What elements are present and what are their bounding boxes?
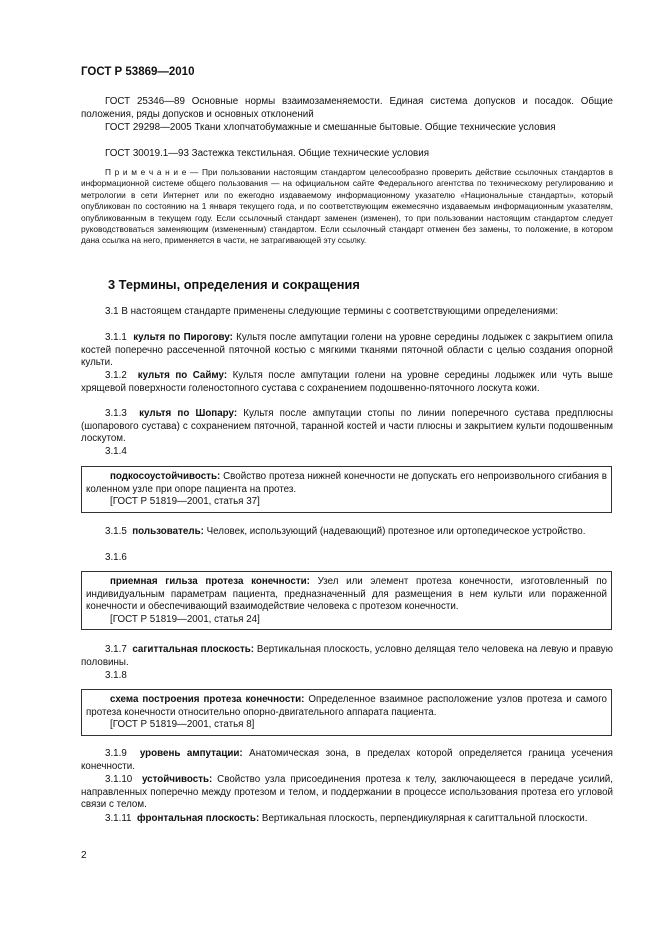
term-definition: Анатомическая зона, в пределах которой определяется граница усечения конечности. [81,748,613,772]
term-3-1-1 [81,332,613,370]
term-3-1-2 [81,370,613,395]
source-reference: [ГОСТ Р 51819—2001, статья 8] [110,719,255,731]
term-number: 3.1.3 [105,408,127,419]
term-name: приемная гильза протеза конечности: [110,576,310,587]
term-number: 3.1.2 [105,370,127,381]
term-name: пользователь: [132,526,204,537]
source-reference: [ГОСТ Р 51819—2001, статья 24] [110,613,260,625]
term-definition: Культя после ампутации стопы по линии поперечного сустава предплюсны (шопарового сустава) с сохранением пяточной, таранной костей и части плюсны и закрытием культи подошвенным лоскутом. [81,408,613,445]
term-number: 3.1.9 [105,748,127,759]
term-number: 3.1.1 [105,332,127,343]
term-name: культя по Сайму: [137,370,228,381]
reference-entry: ГОСТ 30019.1—93 Застежка текстильная. Общие технические условия [105,148,430,159]
reference-entry: ГОСТ 29298—2005 Ткани хлопчатобумажные и смешанные бытовые. Общие технические условия [105,122,556,133]
definition-box-3-1-4 [81,466,612,513]
term-number-line: 3.1.4 [105,446,127,457]
term-name: уровень ампутации: [139,748,243,759]
reference-entry: ГОСТ 25346—89 Основные нормы взаимозаменяемости. Единая система допусков и посадок. Общие положения, ряды допусков и основных отклонений [81,96,613,120]
page-number: 2 [81,850,87,861]
definition-box-3-1-8 [81,689,612,736]
term-definition: Свойство узла присоединения протеза к телу, заключающееся в передаче усилий, направленных поперечно между протезом и телом, и поддержании в процессе использования протеза его угловой связи с телом. [81,774,613,811]
term-name: фронтальная плоскость: [136,813,260,824]
term-3-1-7 [81,644,613,669]
term-definition: Культя после ампутации голени на уровне середины лодыжек с закрытием опила костей поперечно рассеченной пяточной костью с мягкими тканями пяточной области с целью создания опорной культи. [81,332,614,369]
term-number-line: 3.1.8 [105,670,127,681]
term-name: культя по Шопару: [139,408,238,419]
term-3-1-3 [81,408,613,446]
term-definition: Вертикальная плоскость, условно делящая тело человека на левую и правую половины. [81,644,613,668]
term-3-1-10 [81,774,613,812]
source-reference: [ГОСТ Р 51819—2001, статья 37] [110,496,260,508]
term-number: 3.1.11 [105,813,132,824]
section-title: 3 Термины, определения и сокращения [108,277,360,292]
term-number: 3.1.10 [105,774,133,785]
term-definition: Узел или элемент протеза конечности, изготовленный по индивидуальным параметрам пациента, предназначенный для размещения в нем культи или пораженной конечности и обеспечивающий взаимодействие человека с протезом конечности. [86,576,607,613]
term-name: культя по Пирогову: [133,332,233,343]
term-definition: Человек, использующий (надевающий) протезное или ортопедическое устройство. [203,526,586,537]
definition-box-3-1-6 [81,571,612,630]
term-name: схема построения протеза конечности: [110,694,305,705]
term-number: 3.1.5 [105,526,127,537]
term-name: подкосоустойчивость: [110,471,221,482]
term-definition: Культя после ампутации голени на уровне середины лодыжек или чуть выше хрящевой поверхности голеностопного сустава с сохранением подошвенно-пяточного лоскута кожи. [81,370,613,394]
page-header: ГОСТ Р 53869—2010 [81,66,195,78]
term-definition: Вертикальная плоскость, перпендикулярная к сагиттальной плоскости. [259,813,588,824]
intro-paragraph: 3.1 В настоящем стандарте применены следующие термины с соответствующими определениями: [105,306,559,317]
term-name: устойчивость: [141,774,213,785]
term-3-1-9 [81,748,613,773]
note-paragraph: П р и м е ч а н и е — При пользовании настоящим стандартом целесообразно проверить действие ссылочных стандартов в информационной системе общего пользования — на официальном сайте Федерального агентства по техническому регулированию и метрологии в сети Интернет или по ежегодно издаваемому информационному указателю «Национальные стандарты», который опубликован по состоянию на 1 января текущего года, и по соответствующим ежемесячно издаваемым информационным указателям, опубликованным в текущем году. Если ссылочный стандарт заменен (изменен), то при пользовании настоящим стандартом следует руководствоваться заменяющим (измененным) стандартом. Если ссылочный стандарт отменен без замены, то положение, в котором дана ссылка на него, применяется в части, не затрагивающей эту ссылку. [81,167,613,246]
term-definition: Свойство протеза нижней конечности не допускать его непроизвольного сгибания в коленном узле при опоре пациента на протез. [86,471,607,495]
term-3-1-11 [81,813,613,826]
term-name: сагиттальная плоскость: [132,644,255,655]
term-definition: Определенное взаимное расположение узлов протеза и самого протеза конечности относительно опорно-двигательного аппарата пациента. [86,694,607,718]
term-3-1-5 [81,526,613,539]
term-number-line: 3.1.6 [105,552,127,563]
term-number: 3.1.7 [105,644,127,655]
